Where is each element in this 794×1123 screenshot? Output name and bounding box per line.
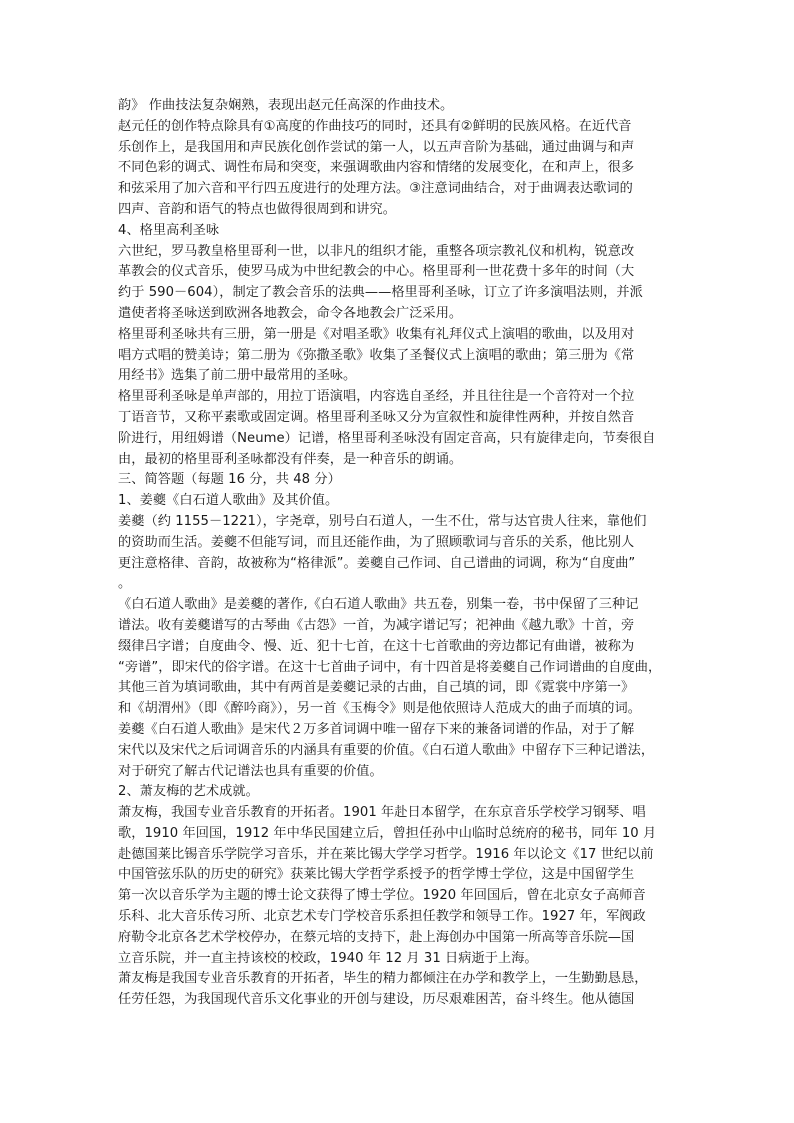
text-line: 不同色彩的调式、调性布局和突变，来强调歌曲内容和情绪的发展变化，在和声上，很多 [118,160,635,176]
text-line: 立音乐院，并一直主持该校的校政，1940 年 12 月 31 日病逝于上海。 [118,950,538,966]
text-line: 赴德国莱比锡音乐学院学习音乐，并在莱比锡大学学习哲学。1916 年以论文《17 世纪以前 [118,846,654,862]
text-line: 谱法。收有姜夔谱写的古琴曲《古怨》一首，为减字谱记写；祀神曲《越九歌》十首，旁 [118,617,635,633]
text-line: 由，最初的格里哥利圣咏都没有伴奏，是一种音乐的朗诵。 [118,451,463,467]
text-line: 唱方式唱的赞美诗；第二册为《弥撒圣歌》收集了圣餐仪式上演唱的歌曲；第三册为《常 [118,347,635,363]
text-line: 赵元任的创作特点除具有①高度的作曲技巧的同时，还具有②鲜明的民族风格。在近代音 [118,118,632,134]
text-line: 府勒令北京各艺术学校停办，在蔡元培的支持下，赴上海创办中国第一所高等音乐院—国 [118,929,635,945]
text-line: 姜夔（约 1155－1221），字尧章，别号白石道人，一生不仕，常与达官贵人往来，靠他们 [118,513,647,529]
section-heading: 4、格里高利圣咏 [118,222,220,238]
text-line: 歌，1910 年回国，1912 年中华民国建立后，曾担任孙中山临时总统府的秘书，同年 10 月 [118,825,657,841]
question-heading: 2、萧友梅的艺术成就。 [118,784,259,800]
text-line: 萧友梅，我国专业音乐教育的开拓者。1901 年赴日本留学，在东京音乐学校学习钢琴、唱 [118,805,646,821]
text-line: 和《胡渭州》（即《醉吟商》），另一首《玉梅令》则是他依照诗人范成大的曲子而填的词。 [118,701,641,717]
text-line: 革教会的仪式音乐，使罗马成为中世纪教会的中心。格里哥利一世花费十多年的时间（大 [118,264,635,280]
text-line: 丁语音节，又称平素歌或固定调。格里哥利圣咏又分为宣叙性和旋律性两种，并按自然音 [118,409,635,425]
text-line: 约于 590－604），制定了教会音乐的法典——格里哥利圣咏，订立了许多演唱法则，并派 [118,285,643,301]
question-heading: 1、姜夔《白石道人歌曲》及其价值。 [118,493,339,509]
text-line: 任劳任怨，为我国现代音乐文化事业的开创与建设，历尽艰难困苦，奋斗终生。他从德国 [118,992,635,1008]
text-line: 其他三首为填词歌曲，其中有两首是姜夔记录的古曲，自己填的词，即《霓裳中序第一》 [118,680,635,696]
text-line: 格里哥利圣咏是单声部的，用拉丁语演唱，内容选自圣经，并且往往是一个音符对一个拉 [118,389,635,405]
text-line: 用经书》选集了前二册中最常用的圣咏。 [118,368,357,384]
text-line: 中国管弦乐队的历史的研究》获莱比锡大学哲学系授予的哲学博士学位，这是中国留学生 [118,867,635,883]
text-line: 缀律吕字谱；自度曲令、慢、近、犯十七首，在这十七首歌曲的旁边都记有曲谱，被称为 [118,638,635,654]
text-line: 第一次以音乐学为主题的博士论文获得了博士学位。1920 年回国后，曾在北京女子高师音 [118,888,646,904]
text-line: 六世纪，罗马教皇格里哥利一世，以非凡的组织才能，重整各项宗教礼仪和机构，锐意改 [118,243,635,259]
text-line: 。 [118,576,132,592]
text-line: 乐创作上，是我国用和声民族化创作尝试的第一人，以五声音阶为基础，通过曲调与和声 [118,139,635,155]
text-line: “旁谱”，即宋代的俗字谱。在这十七首曲子词中，有十四首是将姜夔自己作词谱曲的自度曲， [118,659,662,675]
text-line: 更注意格律、音韵，故被称为“格律派”。姜夔自己作词、自己谱曲的词调，称为“自度曲” [118,555,636,571]
text-line: 萧友梅是我国专业音乐教育的开拓者，毕生的精力都倾注在办学和教学上，一生勤勤恳恳， [118,971,648,987]
section-heading: 三、简答题（每题 16 分，共 48 分） [118,472,341,488]
text-line: 《白石道人歌曲》是姜夔的著作,《白石道人歌曲》共五卷，别集一卷，书中保留了三种记 [118,597,639,613]
text-line: 对于研究了解古代记谱法也具有重要的价值。 [118,763,383,779]
text-line: 姜夔《白石道人歌曲》是宋代２万多首词调中唯一留存下来的兼备词谱的作品，对于了解 [118,721,635,737]
text-line: 遣使者将圣咏送到欧洲各地教会，命令各地教会广泛采用。 [118,305,463,321]
text-line: 阶进行，用纽姆谱（Neume）记谱，格里哥利圣咏没有固定音高，只有旋律走向，节奏很自 [118,430,656,446]
text-line: 韵》 作曲技法复杂娴熟，表现出赵元任高深的作曲技术。 [118,98,454,113]
text-line: 乐科、北大音乐传习所、北京艺术专门学校音乐系担任教学和领导工作。1927 年，军阀政 [118,909,646,925]
text-line: 和弦采用了加六音和平行四五度进行的处理方法。③注意词曲结合，对于曲调表达歌词的 [118,181,633,197]
text-line: 格里哥利圣咏共有三册，第一册是《对唱圣歌》收集有礼拜仪式上演唱的歌曲，以及用对 [118,326,635,342]
document-page [118,96,680,1011]
text-line: 四声、音韵和语气的特点也做得很周到和讲究。 [118,201,396,217]
text-line: 的资助而生活。姜夔不但能写词，而且还能作曲，为了照顾歌词与音乐的关系，他比别人 [118,534,635,550]
text-line: 宋代以及宋代之后词调音乐的内涵具有重要的价值。《白石道人歌曲》中留存下三种记谱法， [118,742,655,758]
